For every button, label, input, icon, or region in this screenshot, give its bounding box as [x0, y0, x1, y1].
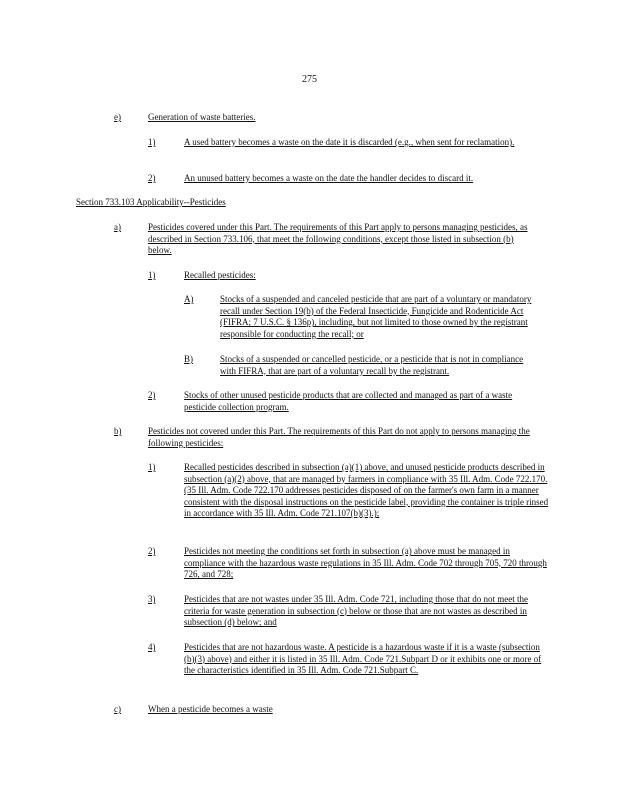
item-text-e: Generation of waste batteries.: [148, 112, 256, 122]
item-label-e1: 1): [148, 137, 156, 147]
item-label-b2: 2): [148, 546, 156, 556]
item-label-a1: 1): [148, 270, 156, 280]
item-label-b4: 4): [148, 642, 156, 652]
item-label-e2: 2): [148, 173, 156, 183]
item-text-a2: Stocks of other unused pesticide products that are collected and managed as part of a waste pesticide collection program.: [184, 390, 513, 412]
item-text-a: Pesticides covered under this Part. The requirements of this Part apply to persons managing pesticides, as described in Section 733.106, that meet the following conditions, except those listed in subsection (b) below.: [148, 222, 528, 255]
item-label-a1A: A): [184, 294, 194, 304]
page-number: 275: [302, 74, 317, 85]
item-text-b: Pesticides not covered under this Part. The requirements of this Part do not apply to persons managing the following pesticides:: [148, 426, 530, 448]
item-text-e2: An unused battery becomes a waste on the date the handler decides to discard it.: [184, 173, 474, 183]
item-label-a1B: B): [184, 354, 193, 364]
item-text-a1A: Stocks of a suspended and canceled pesticide that are part of a voluntary or mandatory recall under Section 19(b) of the Federal Insecticide, Fungicide and Rodenticide Act (FIFRA; 7 U.S.C. § 136p), including, but not limited to those owned by the registrant responsible for conducting the recall; or: [220, 294, 532, 339]
item-text-b3: Pesticides that are not wastes under 35 Ill. Adm. Code 721, including those that do not meet the criteria for waste generation in subsection (c) below or those that are not wastes as described in subsection (d) below; and: [184, 594, 528, 627]
item-label-e: e): [114, 112, 121, 122]
item-text-b2: Pesticides not meeting the conditions set forth in subsection (a) above must be managed in compliance with the hazardous waste regulations in 35 Ill. Adm. Code 702 through 705, 720 through 726, and 728;: [184, 546, 547, 579]
item-label-b: b): [114, 426, 122, 436]
item-text-a1B: Stocks of a suspended or cancelled pesticide, or a pesticide that is not in compliance with FIFRA, that are part of a voluntary recall by the registrant.: [220, 354, 524, 376]
item-text-a1: Recalled pesticides:: [184, 270, 256, 280]
item-label-b1: 1): [148, 462, 156, 472]
section-heading: Section 733.103 Applicability--Pesticides: [76, 197, 226, 207]
item-label-a: a): [114, 222, 121, 232]
item-text-e1: A used battery becomes a waste on the date it is discarded (e.g., when sent for reclamation).: [184, 137, 515, 147]
item-label-c: c): [114, 704, 121, 714]
item-text-b1: Recalled pesticides described in subsection (a)(1) above, and unused pesticide products described in subsection (a)(2) above, that are managed by farmers in compliance with 35 Ill. Adm. Code 722.170. (35 Ill. Adm. Code 722.170 addresses pesticides disposed of on the farmer's own farm in a manner consistent with the disposal instructions on the pesticide label, providing the container is triple rinsed in accordance with 35 Ill. Adm. Code 721.107(b)(3).);: [184, 462, 549, 518]
item-label-a2: 2): [148, 390, 156, 400]
item-text-b4: Pesticides that are not hazardous waste. A pesticide is a hazardous waste if it is a waste (subsection (b)(3) above) and either it is listed in 35 Ill. Adm. Code 721.Subpart D or it exhibits one or more of the characteristics identified in 35 Ill. Adm. Code 721.Subpart C.: [184, 642, 542, 675]
item-text-c: When a pesticide becomes a waste: [148, 704, 273, 714]
item-label-b3: 3): [148, 594, 156, 604]
